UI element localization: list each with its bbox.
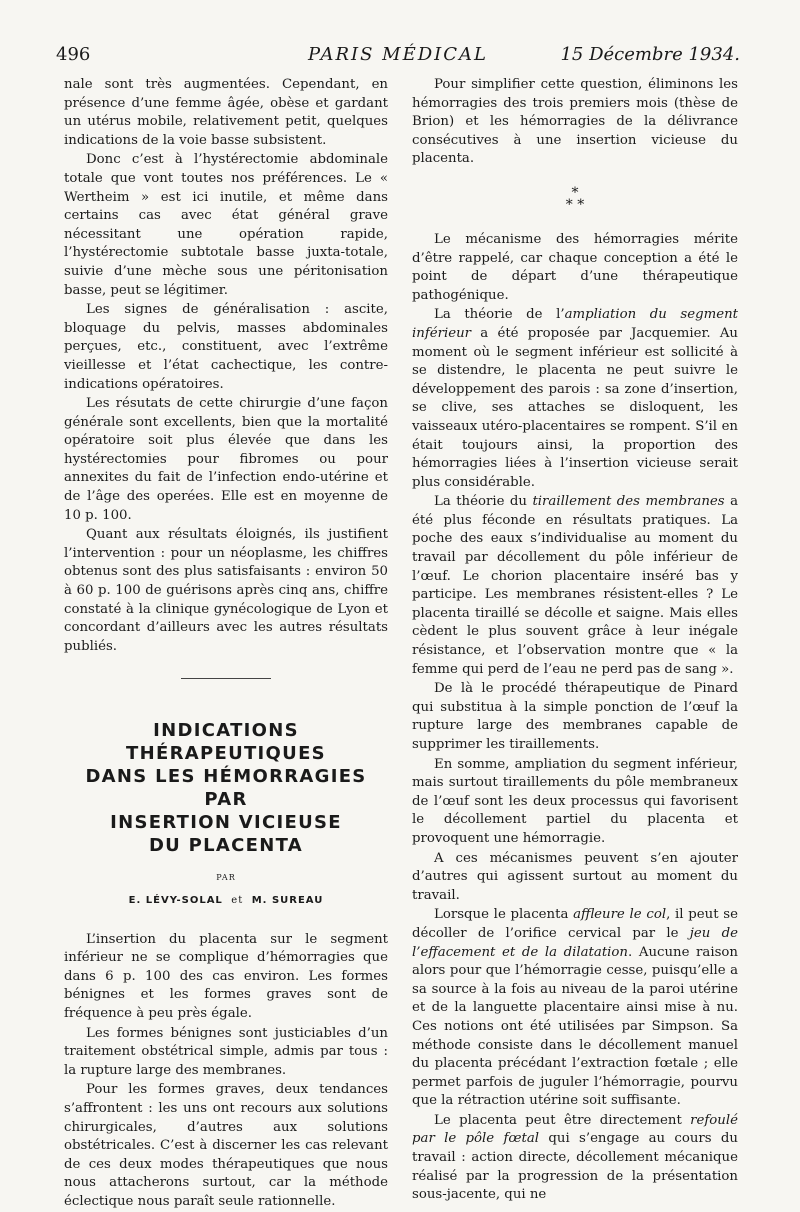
paragraph: Donc c’est à l’hystérectomie abdominale totale que vont toutes nos préférences. Le « Wertheim » est ici inutile, et même dans certains cas avec état général grave nécessitant une opération rapide, l’hystérectomie subtotale basse juxta-totale, suivie d’une mèche sous une péritonisation basse, peut se légitimer. [64,152,388,298]
author-2: M. SUREAU [251,895,324,906]
paragraph: Les formes bénignes sont justiciables d’un traitement obstétrical simple, admis par tous : la rupture large des membranes. [64,1025,388,1078]
asterism-bottom: * * [565,196,585,213]
paragraph: Lorsque le placenta affleure le col, il peut se décoller de l’orifice cervical par le jeu de l’effacement et de la dilatation. Aucune raison alors pour que l’hémorragie cesse, puisqu’elle a sa source à la fois au niveau de la paroi utérine et de la languette placentaire ainsi mise à nu. Ces notions ont été utilisées par Simpson. Sa méthode consiste dans le décollement manuel du placenta précédant l’extraction fœtale ; elle permet parfois de juguler l’hémorragie, pourvu que la rétraction utérine soit suffisante. [412,907,738,1109]
page-header [56,44,740,74]
title-line: PAR [204,789,248,811]
paragraph: La théorie du tiraillement des membranes a été plus féconde en résultats pratiques. La poche des eaux s’individualise au moment du travail par décollement du pôle inférieur de l’œuf. Le chorion placentaire inséré bas y participe. Les membranes résistent-elles ? Le placenta tiraillé se décolle et saigne. Mais elles cèdent le plus souvent grâce à leur inégale résistance, et l’observation montre que « la femme qui perd de l’eau ne perd pas de sang ». [412,494,738,677]
title-line: DANS LES HÉMORRAGIES [85,766,367,788]
asterism [412,184,738,213]
title-line: DU PLACENTA [148,835,304,857]
page-number: 496 [56,44,91,65]
byline-par: PAR [216,873,236,883]
title-line: INSERTION VICIEUSE [110,812,342,834]
paragraph: Le mécanisme des hémorragies mérite d’être rappelé, car chaque conception a été le point de départ d’une thérapeutique pathogénique. [412,231,738,303]
issue-date: 15 Décembre 1934. [560,44,740,65]
author-conjunction: et [231,895,244,906]
authors [64,892,388,911]
journal-title: PARIS MÉDICAL [307,44,488,65]
paragraph: Le placenta peut être directement refoulé par le pôle fœtal qui s’engage au cours du travail : action directe, décollement mécanique réalisé par la progression de la présentation sous-jacente, qui ne [412,1112,738,1203]
article-title [64,719,388,857]
paragraph: Quant aux résultats éloignés, ils justifient l’intervention : pour un néoplasme, les chiffres obtenus sont des plus satisfaisants : environ 50 à 60 p. 100 de guérisons après cinq ans, chiffre constaté à la clinique gynécologique de Lyon et concordant d’ailleurs avec les autres résultats publiés. [64,527,388,654]
title-line: THÉRAPEUTIQUES [126,743,326,765]
paragraph: Les résutats de cette chirurgie d’une façon générale sont excellents, bien que la mortalité opératoire soit plus élevée que dans les hystérectomies pour fibromes ou pour annexites du fait de l’infection endo-utérine et de l’âge des operées. Elle est en moyenne de 10 p. 100. [64,396,388,523]
paragraph: La théorie de l’ampliation du segment inférieur a été proposée par Jacquemier. Au moment où le segment inférieur est sollicité à se distendre, le placenta ne peut suivre le développement des parois : sa zone d’insertion, se clive, ses attaches se disloquent, les vaisseaux utéro-placentaires se rompent. S’il en était toujours ainsi, la proportion des hémorragies liées à l’insertion vicieuse serait plus considérable. [412,307,738,490]
section-divider [181,678,271,679]
paragraph: Les signes de généralisation : ascite, bloquage du pelvis, masses abdominales perçues, etc., constituent, avec l’extrême vieillesse et l’état cachectique, les contre-indications opératoires. [64,302,388,392]
paragraph: Pour les formes graves, deux tendances s’affrontent : les uns ont recours aux solutions chirurgicales, d’autres aux solutions obstétricales. C’est à discerner les cas relevant de ces deux modes thérapeutiques que nous nous attacherons surtout, car la méthode éclectique nous paraît seule rationnelle. [64,1082,388,1209]
left-column [64,76,388,1212]
paragraph: De là le procédé thérapeutique de Pinard qui substitua à la simple ponction de l’œuf la rupture large des membranes capable de supprimer les tiraillements. [412,681,738,752]
paragraph: Pour simplifier cette question, éliminons les hémorragies des trois premiers mois (thèse de Brion) et les hémorragies de la délivrance consécutives à une insertion vicieuse du placenta. [412,77,738,167]
paragraph: L’insertion du placenta sur le segment inférieur ne se complique d’hémorragies que dans 6 p. 100 des cas environ. Les formes bénignes et les formes graves sont de fréquence à peu près égale. [64,931,388,1021]
right-column [412,76,738,1205]
asterism-top: * [571,184,579,201]
paragraph: A ces mécanismes peuvent s’en ajouter d’autres qui agissent surtout au moment du travail. [412,850,738,903]
paragraph: En somme, ampliation du segment inférieur, mais surtout tiraillements du pôle membraneux de l’œuf sont les deux processus qui favorisent le décollement partiel du placenta et provoquent une hémorragie. [412,756,738,846]
paragraph: nale sont très augmentées. Cependant, en présence d’une femme âgée, obèse et gardant un utérus mobile, relativement petit, quelques indications de la voie basse subsistent. [64,77,388,148]
title-line: INDICATIONS [153,720,299,742]
author-1: E. LÉVY-SOLAL [128,895,223,906]
